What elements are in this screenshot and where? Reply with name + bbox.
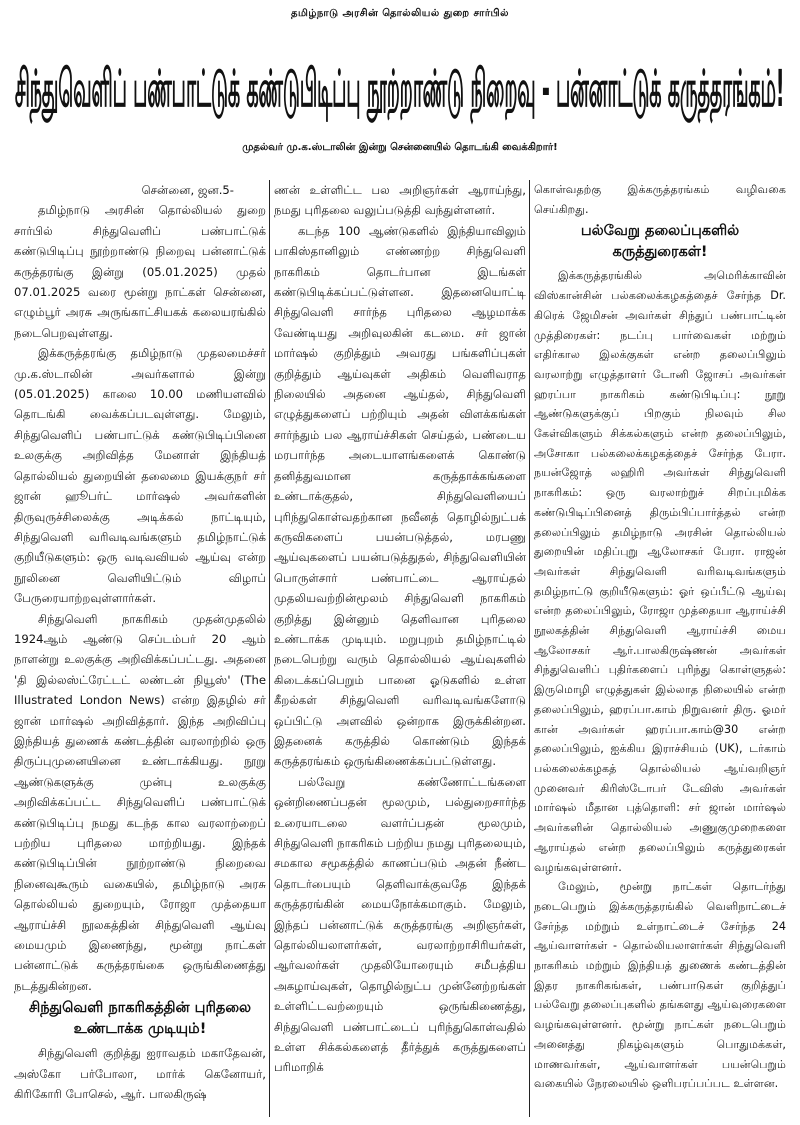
kicker-line: தமிழ்நாடு அரசின் தொல்லியல் துறை சார்பில் xyxy=(291,8,509,19)
article-column-2 xyxy=(274,180,526,1121)
paragraph: சிந்துவெளி நாகரிகம் முதன்முதலில் 1924ஆம் ஆண்டு செப்டம்பர் 20 ஆம் நாளன்று உலகுக்கு அறிவிக்கப்பட்டது. அதனை 'தி இல்லஸ்ட்ரேட்டட் லண்டன் நியூஸ்' (The Illustrated London News) என்ற இதழில் சர் ஜான் மார்ஷல் அறிவித்தார். இந்த அறிவிப்பு இந்தியத் துணைக் கண்டத்தின் வரலாற்றில் ஒரு திருப்புமுனையினை உண்டாக்கியது. நூறு ஆண்டுகளுக்கு முன்பு உலகுக்கு அறிவிக்கப்பட்ட சிந்துவெளிப் பண்பாட்டுக் கண்டுபிடிப்பு நமது கடந்த கால வரலாற்றைப் பற்றிய புரிதலை மாற்றியது. இந்தக் கண்டுபிடிப்பின் நூற்றாண்டு நிறைவை நினைவுகூரும் வகையில், தமிழ்நாடு அரசு தொல்லியல் துறையும், ரோஜா முத்தையா ஆராய்ச்சி நூலகத்தின் சிந்துவெளி ஆய்வு மையமும் இணைந்து, மூன்று நாட்கள் பன்னாட்டுக் கருத்தரங்கை ஒருங்கிணைத்து நடத்துகின்றன. xyxy=(14,611,266,993)
paragraph: ணன் உள்ளிட்ட பல அறிஞர்கள் ஆராய்ந்து, நமது புரிதலை வலுப்படுத்தி வந்துள்ளனர். xyxy=(274,183,526,218)
paragraph: கொள்வதற்கு இக்கருத்தரங்கம் வழிவகை செய்கிறது. xyxy=(534,183,786,216)
column-divider xyxy=(529,180,530,1117)
paragraph: பல்வேறு கண்ணோட்டங்களை ஒன்றிணைப்பதன் மூலமும், பல்துறைசார்ந்த உரையாடலை வளர்ப்பதன் மூலமும், சிந்துவெளி நாகரிகம் பற்றிய நமது புரிதலையும், சமகால சமூகத்தில் காணப்படும் அதன் நீண்ட தொடர்பையும் தெளிவாக்குவதே இந்தக் கருத்தரங்கின் மையநோக்கமாகும். மேலும், இந்தப் பன்னாட்டுக் கருத்தரங்கு அறிஞர்கள், தொல்லியலாளர்கள், வரலாற்றாசிரியர்கள், ஆர்வலர்கள் முதலியோரையும் சமீபத்திய அகழாய்வுகள், தொழில்நுட்ப முன்னேற்றங்கள் உள்ளிட்டவற்றையும் ஒருங்கிணைத்து, சிந்துவெளி பண்பாட்டைப் புரிந்துகொள்வதில் உள்ள சிக்கல்களைத் தீர்த்துக் கருத்துகளைப் பரிமாறிக் xyxy=(274,774,526,1075)
paragraph: மேலும், மூன்று நாட்கள் தொடர்ந்து நடைபெறும் இக்கருத்தரங்கில் வெளிநாட்டைச் சேர்ந்த மற்றும் உள்நாட்டைச் சேர்ந்த 24 ஆய்வாளர்கள் - தொல்லியலாளர்கள் சிந்துவெளி நாகரிகம் மற்றும் இந்தியத் துணைக் கண்டத்தின் இதர நாகரிகங்கள், பண்பாடுகள் குறித்துப் பல்வேறு தலைப்புகளில் தங்களது ஆய்வுரைகளை வழங்கவுள்ளனர். மூன்று நாட்கள் நடைபெறும் அனைத்து நிகழ்வுகளும் பொதுமக்கள், மாணவர்கள், ஆய்வாளர்கள் பயன்பெறும் வகையில் நேரலையில் ஒளிபரப்பப்பட உள்ளன. xyxy=(534,880,786,1091)
paragraph: தமிழ்நாடு அரசின் தொல்லியல் துறை சார்பில் சிந்துவெளிப் பண்பாட்டுக் கண்டுபிடிப்பு நூற்றாண்டு நிறைவு பன்னாட்டுக் கருத்தரங்கு இன்று (05.01.2025) முதல் 07.01.2025 வரை மூன்று நாட்கள் சென்னை, எழும்பூர் அரசு அருங்காட்சியகக் கலையரங்கில் நடைபெறவுள்ளது. xyxy=(14,203,266,340)
headline-text: சிந்துவெளிப் பண்பாட்டுக் கண்டுபிடிப்பு நூற்றாண்டு நிறைவு - பன்னாட்டுக் கருத்தரங்கம்! xyxy=(15,57,785,119)
paragraph: சிந்துவெளி குறித்து ஐராவதம் மகாதேவன், அஸ்கோ பர்போலா, மார்க் கெனோயர், கிரிகோரி போசெல், ஆர். பாலகிருஷ் xyxy=(14,1046,266,1102)
dateline: சென்னை, ஜன.5- xyxy=(141,183,234,197)
section-heading: சிந்துவெளி நாகரிகத்தின் புரிதலை உண்டாக்க முடியும்! xyxy=(28,1000,252,1038)
paragraph: கடந்த 100 ஆண்டுகளில் இந்தியாவிலும் பாகிஸ்தானிலும் எண்ணற்ற சிந்துவெளி நாகரிகம் தொடர்பான இடங்கள் கண்டுபிடிக்கப்பட்டுள்ளன. இதனையொட்டி சிந்துவெளி சார்ந்த புரிதலை ஆழமாக்க வேண்டியது அறிவுலகின் கடமை. சர் ஜான் மார்ஷல் குறித்தும் அவரது பங்களிப்புகள் குறித்தும் ஆய்வுகள் அதிகம் வெளிவராத நிலையில் அதனை ஆய்தல், சிந்துவெளி எழுத்துகளைப் பற்றியும் அதன் விளக்கங்கள் சார்ந்தும் பல ஆராய்ச்சிகள் செய்தல், பண்டைய மரபார்ந்த அடையாளங்களைக் கொண்டு தனித்துவமான கருத்தாக்கங்களை உண்டாக்குதல், சிந்துவெளியைப் புரிந்துகொள்வதற்கான நவீனத் தொழில்நுட்பக் கருவிகளைப் பயன்படுத்தல், மரபணு ஆய்வுகளைப் பயன்படுத்துதல், சிந்துவெளியின் பொருள்சார் பண்பாட்டை ஆராய்தல் முதலியவற்றின்மூலம் சிந்துவெளி நாகரிகம் குறித்து இன்னும் தெளிவான புரிதலை உண்டாக்க முடியும். மறுபுறம் தமிழ்நாட்டில் நடைபெற்று வரும் தொல்லியல் ஆய்வுகளில் கிடைக்கப்பெறும் பானை ஓடுகளில் உள்ள கீறல்கள் சிந்துவெளி வரிவடிவங்களோடு ஒப்பிட்டு அளவில் ஒன்றாக இருக்கின்றன. இதனைக் கருத்தில் கொண்டும் இந்தக் கருத்தரங்கம் ஒருங்கிணைக்கப்பட்டுள்ளது. xyxy=(274,223,526,769)
headline xyxy=(14,52,786,132)
column-divider xyxy=(269,180,270,1117)
article-column-1 xyxy=(14,180,266,1121)
subheadline: முதல்வர் மு.க.ஸ்டாலின் இன்று சென்னையில் தொடங்கி வைக்கிறார்! xyxy=(242,142,558,153)
article-column-3 xyxy=(534,180,786,1121)
paragraph: இக்கருத்தரங்கு தமிழ்நாடு முதலமைச்சர் மு.க.ஸ்டாலின் அவர்களால் இன்று (05.01.2025) காலை 10.00 மணியளவில் தொடங்கி வைக்கப்படவுள்ளது. மேலும், சிந்துவெளிப் பண்பாட்டுக் கண்டுபிடிப்பினை உலகுக்கு அறிவித்த மேனாள் இந்தியத் தொல்லியல் துறையின் தலைமை இயக்குநர் சர் ஜான் ஹூபர்ட் மார்ஷல் அவர்களின் திருவுருச்சிலைக்கு அடிக்கல் நாட்டியும், சிந்துவெளி வரிவடிவங்களும் தமிழ்நாட்டுக் குறியீடுகளும்: ஒரு வடிவவியல் ஆய்வு என்ற நூலினை வெளியிட்டும் விழாப் பேருரையாற்றவுள்ளார்கள். xyxy=(14,346,266,606)
paragraph: இக்கருத்தரங்கில் அமெரிக்காவின் விஸ்கான்சின் பல்கலைக்கழகத்தைச் சேர்ந்த Dr. கிரெக் ஜேமிசன் அவர்கள் சிந்துப் பண்பாட்டின் முத்திரைகள்: நடப்பு பார்வைகள் மற்றும் எதிர்கால இலக்குகள் என்ற தலைப்பிலும் வரலாற்று எழுத்தாளர் டோனி ஜோசப் அவர்கள் ஹரப்பா நாகரிகம் கண்டுபிடிப்பு: நூறு ஆண்டுகளுக்குப் பிறகும் நிலவும் சில கேள்விகளும் சிக்கல்களும் என்ற தலைப்பிலும், அசோகா பல்கலைக்கழகத்தைச் சேர்ந்த பேரா. நயன்ஜோத் லஹிரி அவர்கள் சிந்துவெளி நாகரிகம்: ஒரு வரலாற்றுச் சிறப்புமிக்க கண்டுபிடிப்பினைத் திரும்பிப்பார்த்தல் என்ற தலைப்பிலும் தமிழ்நாடு அரசின் தொல்லியல் துறையின் மதிப்புறு ஆலோசகர் பேரா. ராஜன் அவர்கள் சிந்துவெளி வரிவடிவங்களும் தமிழ்நாட்டு குறியீடுகளும்: ஓர் ஒப்பீட்டு ஆய்வு என்ற தலைப்பிலும், ரோஜா முத்தையா ஆராய்ச்சி நூலகத்தின் சிந்துவெளி ஆராய்ச்சி மைய ஆலோசகர் ஆர்.பாலகிருஷ்ணன் அவர்கள் சிந்துவெளிப் புதிர்களைப் புரிந்து கொள்ளுதல்: இருமொழி எழுத்துகள் இல்லாத நிலையில் என்ற தலைப்பிலும், ஹரப்பா.காம் நிறுவனர் திரு. ஓமர் கான் அவர்கள் ஹரப்பா.காம்@30 என்ற தலைப்பிலும், ஐக்கிய இராச்சியம் (UK), டர்காம் பல்கலைக்கழகத் தொல்லியல் ஆய்வறிஞர் முனைவர் கிரிஸ்டோபர் டேவிஸ் அவர்கள் மார்ஷல் மீதான புத்தொளி: சர் ஜான் மார்ஷல் அவர்களின் தொல்லியல் அணுகுமுறைகளை ஆராய்தல் என்ற தலைப்பிலும் கருத்துரைகள் வழங்கவுள்ளனர். xyxy=(534,269,786,874)
section-heading: பல்வேறு தலைப்புகளில் கருத்துரைகள்! xyxy=(580,223,740,261)
